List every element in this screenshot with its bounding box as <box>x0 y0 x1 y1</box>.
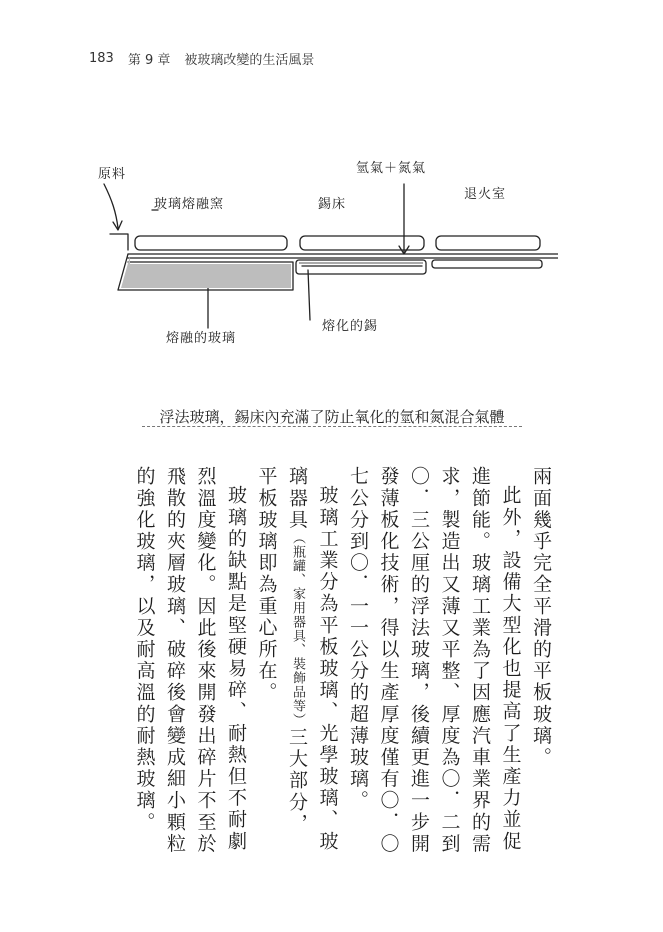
molten-tin-leader <box>308 270 310 320</box>
paragraph-3-part-b: 三大部分，平板玻璃即為重心所在。 <box>255 466 308 835</box>
paragraph-3-aside: （瓶罐、家用器具、裝飾品等） <box>290 530 305 727</box>
figure-caption: 浮法玻璃，錫床內充滿了防止氧化的氫和氮混合氣體 <box>159 408 505 426</box>
annealing-roof <box>436 236 540 250</box>
feed-hopper <box>110 234 128 250</box>
molten-glass-fill <box>121 256 291 288</box>
tin-bath-label: 錫床 <box>318 197 347 212</box>
raw-material-label: 原料 <box>98 167 127 182</box>
page-number: 183 <box>89 50 114 66</box>
melting-furnace-label: 玻璃熔融窯 <box>154 197 225 212</box>
float-glass-diagram <box>88 150 558 360</box>
body-text <box>106 466 556 856</box>
furnace-roof <box>135 236 287 250</box>
annealing-rollers <box>432 260 542 268</box>
chapter-number: 第 9 章 <box>127 52 171 68</box>
molten-tin-label: 熔化的錫 <box>322 319 379 334</box>
gases-label: 氫氣＋氮氣 <box>356 161 427 176</box>
paragraph-3 <box>251 466 343 856</box>
tin-bath-roof <box>300 236 424 250</box>
paragraph-4: 玻璃的缺點是堅硬易碎、耐熱但不耐劇烈溫度變化。因此後來開發出碎片不至於飛散的夾層玻璃、破碎後會變成細小顆粒的強化玻璃，以及耐高溫的耐熱玻璃。 <box>133 466 247 855</box>
molten-tin-fill <box>299 262 423 264</box>
paragraph-1: 兩面幾乎完全平滑的平板玻璃。 <box>530 466 552 769</box>
caption-divider <box>142 426 522 427</box>
paragraph-3-part-a: 玻璃工業分為平板玻璃、光學玻璃、玻璃器具 <box>286 466 339 853</box>
raw-material-arrow <box>104 184 118 228</box>
paragraph-2: 此外，設備大型化也提高了生產力並促進節能。玻璃工業為了因應汽車業界的需求，製造出又薄又平整、厚度為〇．二到〇．三公厘的浮法玻璃，後續更進一步開發薄板化技術，得以生產厚度僅有〇．〇七公分到〇．一一公分的超薄玻璃。 <box>347 466 522 855</box>
molten-glass-label: 熔融的玻璃 <box>166 331 237 346</box>
annealing-room-label: 退火室 <box>464 187 507 202</box>
page-header <box>89 48 314 68</box>
chapter-title: 被玻璃改變的生活風景 <box>184 52 315 68</box>
